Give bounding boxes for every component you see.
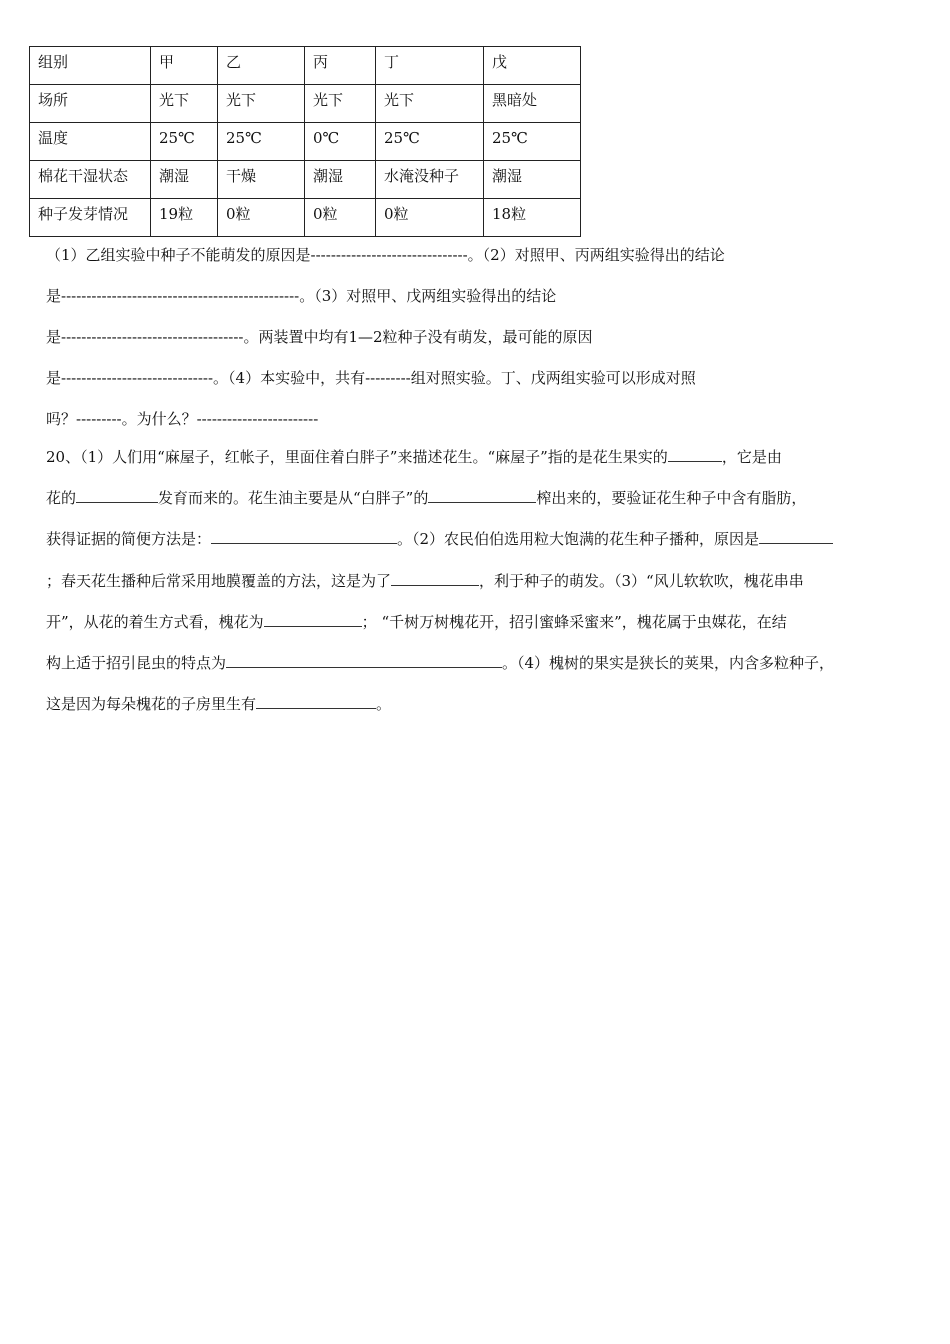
table-cell: 0粒 bbox=[218, 199, 305, 237]
table-cell: 戊 bbox=[484, 47, 581, 85]
q20-text: 这是因为每朵槐花的子房里生有 bbox=[46, 695, 257, 713]
table-row bbox=[30, 161, 581, 199]
q20-text: 构上适于招引昆虫的特点为 bbox=[46, 654, 227, 672]
table-cell: 0粒 bbox=[305, 199, 376, 237]
answer-blank[interactable] bbox=[226, 651, 502, 668]
answer-blank[interactable] bbox=[428, 486, 536, 503]
table-cell: 潮湿 bbox=[305, 161, 376, 199]
q20-line-6 bbox=[46, 651, 906, 674]
q20-line-5 bbox=[46, 610, 906, 633]
answer-blank[interactable] bbox=[264, 610, 362, 627]
row-header-cell: 温度 bbox=[30, 123, 151, 161]
experiment-table bbox=[29, 46, 581, 237]
q19-line-1: （1）乙组实验中种子不能萌发的原因是-------------------------------。（2）对照甲、丙两组实验得出的结论 bbox=[46, 246, 725, 264]
q20-text: 。 bbox=[376, 695, 392, 713]
table-cell: 19粒 bbox=[151, 199, 218, 237]
answer-blank[interactable] bbox=[256, 692, 376, 709]
q20-text: ，利于种子的萌发。（3）“风儿软软吹，槐花串串 bbox=[479, 572, 804, 590]
row-header-cell: 棉花干湿状态 bbox=[30, 161, 151, 199]
q20-line-1 bbox=[46, 445, 906, 468]
table-cell: 0℃ bbox=[305, 123, 376, 161]
answer-blank[interactable] bbox=[668, 445, 722, 462]
q20-text: 发育而来的。花生油主要是从“白胖子”的 bbox=[158, 489, 429, 507]
q20-text: ； “千树万树槐花开，招引蜜蜂采蜜来”，槐花属于虫媒花，在结 bbox=[361, 613, 787, 631]
q20-text: 花的 bbox=[46, 489, 77, 507]
table-cell: 25℃ bbox=[376, 123, 484, 161]
table-row bbox=[30, 199, 581, 237]
table-cell: 18粒 bbox=[484, 199, 581, 237]
table-cell: 丁 bbox=[376, 47, 484, 85]
table-cell: 25℃ bbox=[218, 123, 305, 161]
table-row bbox=[30, 123, 581, 161]
q19-line-5: 吗？---------。为什么？------------------------ bbox=[46, 410, 319, 428]
table-cell: 潮湿 bbox=[484, 161, 581, 199]
table-cell: 光下 bbox=[376, 85, 484, 123]
row-header-cell: 场所 bbox=[30, 85, 151, 123]
table-cell: 光下 bbox=[151, 85, 218, 123]
row-header-cell: 组别 bbox=[30, 47, 151, 85]
table-row bbox=[30, 47, 581, 85]
row-header-cell: 种子发芽情况 bbox=[30, 199, 151, 237]
answer-blank[interactable] bbox=[76, 486, 158, 503]
table-row bbox=[30, 85, 581, 123]
q19-line-2: 是-----------------------------------------------。（3）对照甲、戊两组实验得出的结论 bbox=[46, 287, 557, 305]
q20-text: ；春天花生播种后常采用地膜覆盖的方法，这是为了 bbox=[46, 572, 392, 590]
answer-blank[interactable] bbox=[391, 569, 479, 586]
answer-blank[interactable] bbox=[211, 527, 397, 544]
table-cell: 丙 bbox=[305, 47, 376, 85]
answer-blank[interactable] bbox=[759, 527, 833, 544]
q20-line-2 bbox=[46, 486, 906, 509]
table-cell: 黑暗处 bbox=[484, 85, 581, 123]
q20-line-4 bbox=[46, 569, 906, 592]
table-cell: 光下 bbox=[305, 85, 376, 123]
q20-text: ，它是由 bbox=[721, 448, 782, 466]
table-cell: 水淹没种子 bbox=[376, 161, 484, 199]
table-cell: 甲 bbox=[151, 47, 218, 85]
q20-text: 。（4）槐树的果实是狭长的荚果，内含多粒种子， bbox=[502, 654, 835, 672]
q20-text: 获得证据的简便方法是： bbox=[46, 530, 212, 548]
q20-text: 20、（1）人们用“麻屋子，红帐子，里面住着白胖子”来描述花生。“麻屋子”指的是花生果实的 bbox=[46, 448, 668, 466]
q19-line-3: 是------------------------------------。两装置中均有1—2粒种子没有萌发，最可能的原因 bbox=[46, 328, 593, 346]
table-cell: 干燥 bbox=[218, 161, 305, 199]
q20-line-7 bbox=[46, 692, 906, 715]
table-cell: 25℃ bbox=[484, 123, 581, 161]
table-cell: 25℃ bbox=[151, 123, 218, 161]
q20-text: 榨出来的，要验证花生种子中含有脂肪， bbox=[536, 489, 807, 507]
q20-text: 开”，从花的着生方式看，槐花为 bbox=[46, 613, 264, 631]
table-cell: 0粒 bbox=[376, 199, 484, 237]
q20-text: 。（2）农民伯伯选用粒大饱满的花生种子播种，原因是 bbox=[397, 530, 760, 548]
q20-line-3 bbox=[46, 527, 906, 550]
table-cell: 乙 bbox=[218, 47, 305, 85]
table-cell: 潮湿 bbox=[151, 161, 218, 199]
table-cell: 光下 bbox=[218, 85, 305, 123]
q19-line-4: 是------------------------------。（4）本实验中，共有---------组对照实验。丁、戊两组实验可以形成对照 bbox=[46, 369, 696, 387]
